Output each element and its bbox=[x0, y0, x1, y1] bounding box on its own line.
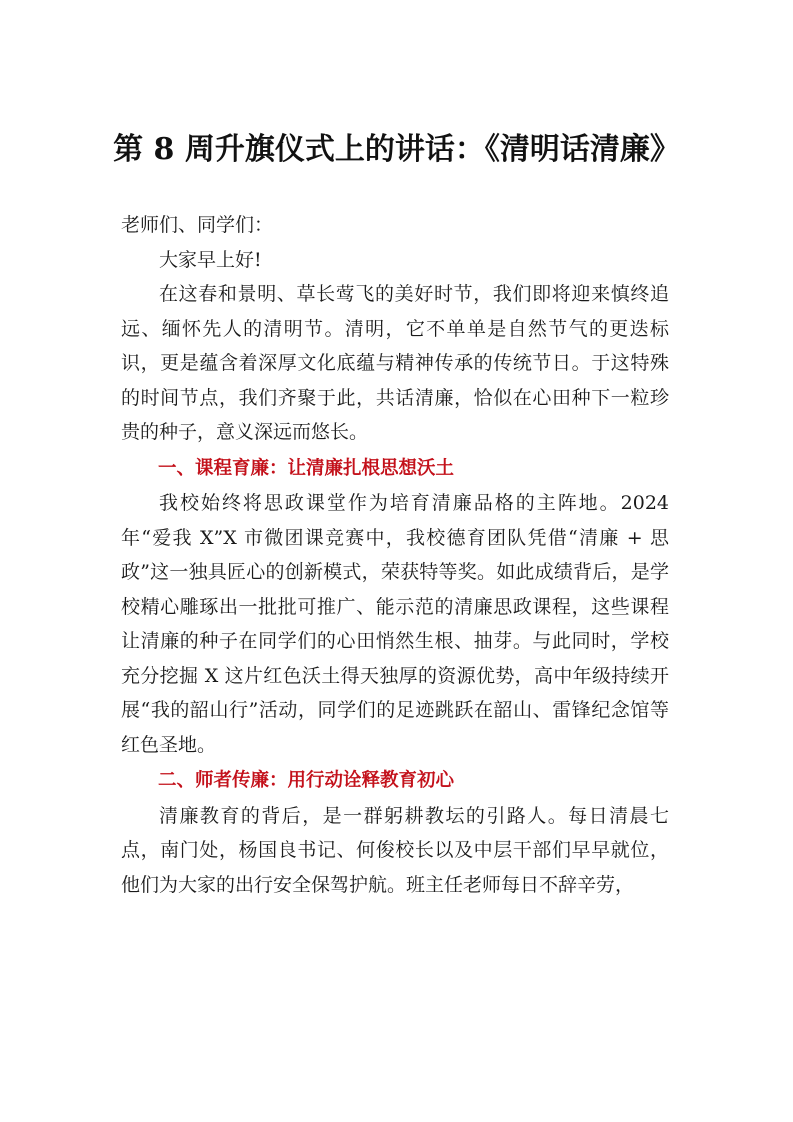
intro-paragraph: 在这春和景明、草长莺飞的美好时节，我们即将迎来慎终追远、缅怀先人的清明节。清明，它不单单是自然节气的更迭标识，更是蕴含着深厚文化底蕴与精神传承的传统节日。于这特殊的时间节点，我们齐聚于此，共话清廉，恰似在心田种下一粒珍贵的种子，意义深远而悠长。 bbox=[121, 283, 669, 443]
salutation: 老师们、同学们： bbox=[121, 214, 274, 236]
section-paragraph-2: 清廉教育的背后，是一群躬耕教坛的引路人。每日清晨七点，南门处，杨国良书记、何俊校长以及中层干部们早早就位，他们为大家的出行安全保驾护航。班主任老师每日不辞辛劳， bbox=[121, 804, 669, 896]
document-title: 第 8 周升旗仪式上的讲话：《清明话清廉》 bbox=[113, 132, 680, 167]
section-heading-1: 一、课程育廉：让清廉扎根思想沃土 bbox=[158, 457, 455, 479]
section-heading-2: 二、师者传廉：用行动诠释教育初心 bbox=[158, 770, 455, 791]
section-paragraph-1: 我校始终将思政课堂作为培育清廉品格的主阵地。2024年“爱我 X”X 市微团课竞赛中，我校德育团队凭借“清廉 + 思政”这一独具匠心的创新模式，荣获特等奖。如此成绩背后，是学校精心雕琢出一批批可推广、能示范的清廉思政课程，这些课程让清廉的种子在同学们的心田悄然生根、抽芽。与此同时，学校充分挖掘 X 这片红色沃土得天独厚的资源优势，高中年级持续开展“我的韶山行”活动，同学们的足迹跳跃在韶山、雷锋纪念馆等红色圣地。 bbox=[121, 492, 669, 756]
document-body bbox=[121, 208, 669, 902]
greeting: 大家早上好! bbox=[159, 248, 262, 271]
